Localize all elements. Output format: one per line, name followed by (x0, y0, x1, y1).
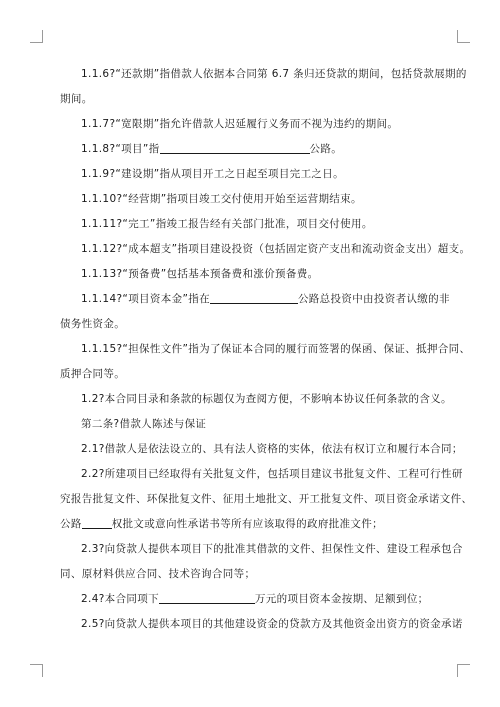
crop-mark-bottom-left (30, 664, 43, 677)
clause-2-3-cont: 同、原材料供应合同、技术咨询合同等； (60, 568, 256, 580)
clause-2-2-cont (60, 512, 440, 537)
clause-text: 2.4?本合同项下 (81, 593, 159, 605)
clause-1-1-15-cont: 质押合同等。 (60, 368, 126, 380)
clause-1-1-6: 1.1.6?“还款期”指借款人依据本合同第 6.7 条归还贷款的期间，包括贷款展期的 (81, 68, 467, 80)
clause-text: 公路。 (309, 143, 343, 155)
document-body (60, 62, 473, 637)
clause-1-1-15: 1.1.15?“担保性文件”指为了保证本合同的履行而签署的保函、保证、抵押合同、 (81, 343, 471, 355)
clause-1-1-10: 1.1.10?“经营期”指项目竣工交付使用开始至运营期结束。 (81, 193, 362, 205)
clause-text: 公路 (60, 518, 82, 530)
clause-2-4 (60, 587, 440, 612)
clause-1-1-7: 1.1.7?“宽限期”指允许借款人迟延履行义务而不视为违约的期间。 (81, 118, 399, 130)
clause-1-1-8 (60, 137, 440, 162)
clause-2-5: 2.5?向贷款人提供本项目的其他建设资金的贷款方及其他资金出资方的资金承诺 (81, 618, 463, 630)
clause-text: 万元的项目资本金按期、足额到位； (254, 593, 429, 605)
clause-1-1-11: 1.1.11?“完工”指竣工报告经有关部门批准，项目交付使用。 (81, 218, 373, 230)
fill-in-blank[interactable] (159, 592, 255, 604)
fill-in-blank[interactable] (210, 292, 298, 304)
clause-2-2: 2.2?所建项目已经取得有关批复文件，包括项目建议书批复文件、工程可行性研 (81, 468, 463, 480)
fill-in-blank[interactable] (160, 142, 310, 154)
clause-1-1-14-cont: 债务性资金。 (60, 318, 126, 330)
clause-2-2-cont: 究报告批复文件、环保批复文件、征用土地批文、开工批复文件、项目资金承诺文件、 (60, 493, 473, 505)
clause-1-1-12: 1.1.12?“成本超支”指项目建设投资（包括固定资产支出和流动资金支出）超支。 (81, 243, 471, 255)
clause-2-3: 2.3?向贷款人提供本项目下的批准其借款的文件、担保性文件、建设工程承包合 (81, 543, 463, 555)
clause-2-1: 2.1?借款人是依法设立的、具有法人资格的实体，依法有权订立和履行本合同； (81, 443, 463, 455)
clause-text: 公路总投资中由投资者认缴的非 (297, 293, 450, 305)
fill-in-blank[interactable] (82, 517, 112, 529)
article-2-heading: 第二条?借款人陈述与保证 (81, 418, 207, 430)
crop-mark-top-right (457, 30, 470, 43)
crop-mark-top-left (30, 30, 43, 43)
clause-1-2: 1.2?本合同目录和条款的标题仅为查阅方便，不影响本协议任何条款的含义。 (81, 393, 452, 405)
clause-text: 权批文或意向性承诺书等所有应该取得的政府批准文件； (111, 518, 383, 530)
clause-text: 1.1.8?“项目”指 (81, 143, 160, 155)
crop-mark-bottom-right (457, 664, 470, 677)
clause-1-1-9: 1.1.9?“建设期”指从项目开工之日起至项目完工之日。 (81, 168, 344, 180)
clause-1-1-14 (60, 287, 450, 312)
clause-text: 1.1.14?“项目资本金”指在 (81, 293, 210, 305)
clause-1-1-6-cont: 期间。 (60, 93, 93, 105)
clause-1-1-13: 1.1.13?“预备费”包括基本预备费和涨价预备费。 (81, 268, 319, 280)
